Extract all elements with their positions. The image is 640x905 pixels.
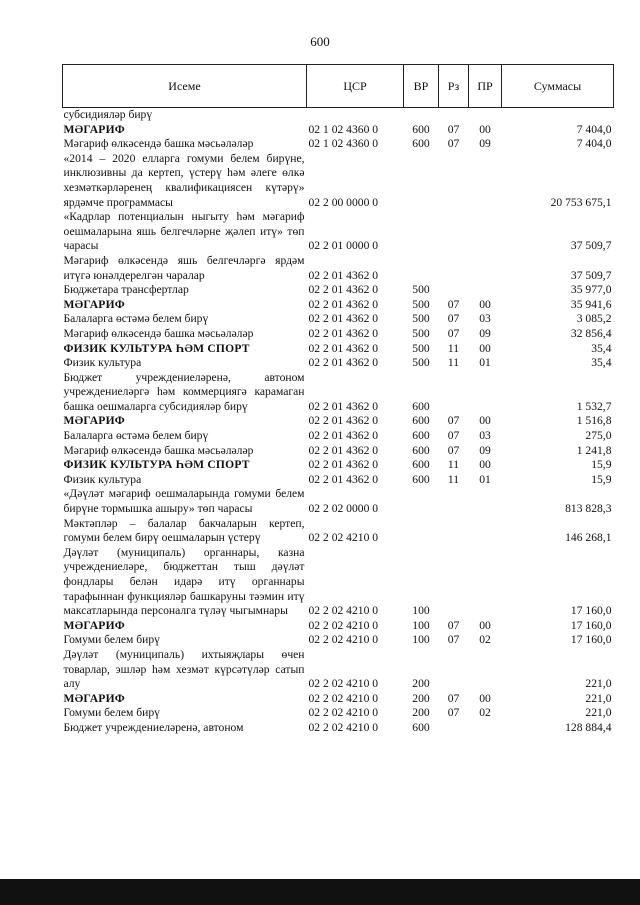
row-pr: 00 bbox=[479, 341, 491, 355]
row-csr: 02 2 02 4210 0 bbox=[308, 531, 379, 545]
row-amount: 32 856,4 bbox=[570, 326, 612, 340]
row-pr: 00 bbox=[479, 691, 491, 705]
row-vr bbox=[404, 152, 439, 210]
row-rz bbox=[439, 721, 469, 736]
row-pr: 09 bbox=[479, 137, 491, 151]
row-pr bbox=[469, 210, 502, 254]
row-name: Мәгариф өлкәсендә башка мәсьәләләр bbox=[63, 443, 254, 457]
row-csr: 02 2 00 0000 0 bbox=[308, 195, 379, 209]
row-name: Бюджет учреждениеләренә, автоном bbox=[63, 720, 244, 734]
row-csr bbox=[307, 108, 404, 123]
table-row bbox=[63, 210, 614, 254]
table-row bbox=[63, 342, 614, 357]
row-name: субсидияләр бирү bbox=[63, 108, 153, 121]
row-amount: 221,0 bbox=[585, 691, 612, 705]
row-vr: 500 bbox=[412, 312, 430, 326]
row-amount: 35,4 bbox=[591, 356, 612, 370]
row-rz bbox=[439, 152, 469, 210]
row-name: «Дәүләт мәгариф оешмаларында гомуми белем бирүне тормышка ашыру» төп чарасы bbox=[63, 487, 305, 516]
header-vr: ВР bbox=[404, 65, 439, 108]
row-csr: 02 2 01 4362 0 bbox=[308, 443, 379, 457]
row-amount: 7 404,0 bbox=[576, 137, 612, 151]
row-vr: 600 bbox=[412, 458, 430, 472]
row-vr: 600 bbox=[412, 399, 430, 413]
row-csr: 02 2 02 4210 0 bbox=[308, 604, 379, 618]
table-row bbox=[63, 487, 614, 516]
table-row bbox=[63, 123, 614, 138]
row-csr: 02 2 01 4362 0 bbox=[308, 297, 379, 311]
row-rz: 11 bbox=[447, 341, 460, 355]
row-csr: 02 2 01 4362 0 bbox=[308, 458, 379, 472]
table-row bbox=[63, 137, 614, 152]
row-csr: 02 2 01 4362 0 bbox=[308, 356, 379, 370]
table-row bbox=[63, 546, 614, 619]
row-amount: 128 884,4 bbox=[565, 720, 612, 734]
row-name: Дәүләт (муниципаль) ихтыяҗлары өчен товарлар, эшләр һәм хезмәт күрсәтүләр сатып алу bbox=[63, 647, 305, 691]
row-csr: 02 2 01 4362 0 bbox=[308, 326, 379, 340]
row-amount: 37 509,7 bbox=[570, 239, 612, 253]
row-csr: 02 2 01 4362 0 bbox=[308, 399, 379, 413]
table-row bbox=[63, 371, 614, 415]
table-row bbox=[63, 327, 614, 342]
row-vr: 500 bbox=[412, 341, 430, 355]
row-csr: 02 2 02 0000 0 bbox=[308, 502, 379, 516]
row-vr: 500 bbox=[412, 283, 430, 297]
row-csr: 02 2 01 4362 0 bbox=[308, 341, 379, 355]
row-rz bbox=[439, 283, 469, 298]
table-row bbox=[63, 458, 614, 473]
row-csr: 02 2 01 4362 0 bbox=[308, 312, 379, 326]
row-rz bbox=[439, 254, 469, 283]
row-name: МӘГАРИФ bbox=[63, 414, 125, 428]
row-name: Балаларга өстәмә белем бирү bbox=[63, 312, 209, 326]
table-row bbox=[63, 444, 614, 459]
row-vr: 600 bbox=[412, 429, 430, 443]
row-csr: 02 2 02 4210 0 bbox=[308, 633, 379, 647]
table-row bbox=[63, 356, 614, 371]
table-row bbox=[63, 283, 614, 298]
row-csr: 02 2 01 4362 0 bbox=[308, 268, 379, 282]
table-row bbox=[63, 152, 614, 210]
header-csr: ЦСР bbox=[307, 65, 404, 108]
row-name: «2014 – 2020 елларга гомуми белем бирүне, инклюзивны да кертеп, үстерү һәм әлеге өлкә хезмәткәрләренең квалификациясен күтәрү» ярдәмче программасы bbox=[63, 151, 305, 209]
row-rz: 11 bbox=[447, 472, 460, 486]
row-name: Бюджет учреждениеләренә, автоном учреждениеләргә һәм коммерциягә карамаган башка оешмаларга субсидияләр бирү bbox=[63, 370, 305, 413]
row-name: Бюджетара трансфертлар bbox=[63, 283, 189, 297]
row-vr: 600 bbox=[412, 472, 430, 486]
row-vr: 200 bbox=[412, 691, 430, 705]
row-vr: 600 bbox=[412, 137, 430, 151]
row-rz: 07 bbox=[447, 137, 460, 151]
row-pr: 00 bbox=[479, 297, 491, 311]
row-vr bbox=[404, 517, 439, 546]
table-row bbox=[63, 648, 614, 692]
row-vr: 200 bbox=[412, 677, 430, 691]
row-vr: 500 bbox=[412, 356, 430, 370]
row-pr: 09 bbox=[479, 443, 491, 457]
row-amount: 35 941,6 bbox=[570, 297, 612, 311]
row-amount: 275,0 bbox=[585, 429, 612, 443]
table-row bbox=[63, 721, 614, 736]
row-rz bbox=[439, 546, 469, 619]
row-vr: 100 bbox=[412, 618, 430, 632]
row-amount: 1 516,8 bbox=[576, 414, 612, 428]
table-row bbox=[63, 473, 614, 488]
row-amount: 17 160,0 bbox=[570, 618, 612, 632]
header-amount: Суммасы bbox=[502, 65, 614, 108]
row-csr: 02 2 02 4210 0 bbox=[308, 618, 379, 632]
row-csr: 02 2 02 4210 0 bbox=[308, 706, 379, 720]
row-rz bbox=[439, 210, 469, 254]
row-name: Физик культура bbox=[63, 472, 142, 486]
row-vr bbox=[404, 254, 439, 283]
row-vr: 500 bbox=[412, 326, 430, 340]
row-rz: 07 bbox=[447, 414, 460, 428]
row-pr: 00 bbox=[479, 458, 491, 472]
row-amount: 1 241,8 bbox=[576, 443, 612, 457]
row-pr: 00 bbox=[479, 122, 491, 136]
table-row bbox=[63, 298, 614, 313]
table-row bbox=[63, 619, 614, 634]
row-csr: 02 2 01 4362 0 bbox=[308, 429, 379, 443]
row-csr: 02 2 01 4362 0 bbox=[308, 283, 379, 297]
row-vr: 200 bbox=[412, 706, 430, 720]
row-name: Гомуми белем бирү bbox=[63, 633, 160, 647]
row-name: МӘГАРИФ bbox=[63, 691, 125, 705]
row-csr: 02 2 01 0000 0 bbox=[308, 239, 379, 253]
row-csr: 02 2 01 4362 0 bbox=[308, 472, 379, 486]
row-pr bbox=[469, 517, 502, 546]
row-pr bbox=[469, 721, 502, 736]
row-name: МӘГАРИФ bbox=[63, 618, 125, 632]
row-amount: 35 977,0 bbox=[570, 283, 612, 297]
row-amount: 221,0 bbox=[585, 677, 612, 691]
row-amount: 35,4 bbox=[591, 341, 612, 355]
row-pr bbox=[469, 371, 502, 415]
table-header bbox=[63, 65, 614, 108]
row-amount: 3 085,2 bbox=[576, 312, 612, 326]
row-amount: 1 532,7 bbox=[576, 399, 612, 413]
row-amount: 15,9 bbox=[591, 472, 612, 486]
row-pr bbox=[469, 254, 502, 283]
row-name: ФИЗИК КУЛЬТУРА ҺӘМ СПОРТ bbox=[63, 458, 250, 472]
row-name: Мәгариф өлкәсендә башка мәсьәләләр bbox=[63, 137, 254, 151]
row-name: МӘГАРИФ bbox=[63, 122, 125, 136]
row-pr: 01 bbox=[479, 356, 491, 370]
row-name: «Кадрлар потенциалын ныгыту һәм мәгариф оешмаларына яшь белгечләрне җәлеп итү» төп чарасы bbox=[63, 210, 305, 253]
row-csr: 02 2 02 4210 0 bbox=[308, 677, 379, 691]
row-csr: 02 2 02 4210 0 bbox=[308, 691, 379, 705]
row-rz bbox=[439, 648, 469, 692]
row-rz: 07 bbox=[447, 618, 460, 632]
table-row bbox=[63, 429, 614, 444]
row-rz bbox=[439, 487, 469, 516]
table-row bbox=[63, 254, 614, 283]
table-row bbox=[63, 633, 614, 648]
row-amount: 17 160,0 bbox=[570, 633, 612, 647]
row-amount: 813 828,3 bbox=[565, 502, 612, 516]
row-rz: 07 bbox=[447, 297, 460, 311]
row-pr: 03 bbox=[479, 429, 491, 443]
row-rz: 11 bbox=[447, 356, 460, 370]
row-name: Балаларга өстәмә белем бирү bbox=[63, 429, 209, 443]
table-row bbox=[63, 517, 614, 546]
row-amount bbox=[502, 108, 614, 123]
row-rz: 07 bbox=[447, 633, 460, 647]
row-vr bbox=[404, 108, 439, 123]
row-pr bbox=[469, 152, 502, 210]
row-rz bbox=[439, 108, 469, 123]
row-amount: 20 753 675,1 bbox=[550, 195, 612, 209]
row-vr: 100 bbox=[412, 604, 430, 618]
row-name: Мәктәпләр – балалар бакчаларын кертеп, гомуми белем бирү оешмаларын үстерү bbox=[63, 516, 305, 545]
row-name: Дәүләт (муниципаль) органнары, казна учреждениеләре, бюджеттан тыш дәүләт фондлары белән идарә итү органнары тарафыннан функцияләр башкаруны тәэмин итү максатларында персоналга түләү чыгымнары bbox=[63, 545, 305, 618]
scan-border bbox=[0, 879, 640, 905]
row-vr: 600 bbox=[412, 122, 430, 136]
row-amount: 15,9 bbox=[591, 458, 612, 472]
header-name: Исеме bbox=[63, 65, 307, 108]
row-rz bbox=[439, 517, 469, 546]
table-body bbox=[63, 108, 614, 736]
row-name: Физик культура bbox=[63, 356, 142, 370]
row-name: ФИЗИК КУЛЬТУРА ҺӘМ СПОРТ bbox=[63, 341, 250, 355]
row-pr bbox=[469, 648, 502, 692]
row-csr: 02 2 01 4362 0 bbox=[308, 414, 379, 428]
row-pr bbox=[469, 283, 502, 298]
row-amount: 7 404,0 bbox=[576, 122, 612, 136]
row-amount: 17 160,0 bbox=[570, 604, 612, 618]
row-name: МӘГАРИФ bbox=[63, 297, 125, 311]
row-csr: 02 1 02 4360 0 bbox=[308, 137, 379, 151]
row-pr: 00 bbox=[479, 618, 491, 632]
row-rz: 07 bbox=[447, 312, 460, 326]
row-pr: 01 bbox=[479, 472, 491, 486]
row-vr: 600 bbox=[412, 443, 430, 457]
row-rz: 07 bbox=[447, 429, 460, 443]
row-vr bbox=[404, 487, 439, 516]
row-csr: 02 1 02 4360 0 bbox=[308, 122, 379, 136]
row-amount: 221,0 bbox=[585, 706, 612, 720]
row-amount: 146 268,1 bbox=[565, 531, 612, 545]
header-rz: Рз bbox=[439, 65, 469, 108]
row-rz: 07 bbox=[447, 326, 460, 340]
table-row bbox=[63, 706, 614, 721]
row-vr: 600 bbox=[412, 414, 430, 428]
row-rz: 07 bbox=[447, 443, 460, 457]
table-row bbox=[63, 692, 614, 707]
row-amount: 37 509,7 bbox=[570, 268, 612, 282]
row-rz: 07 bbox=[447, 691, 460, 705]
row-rz: 11 bbox=[447, 458, 460, 472]
row-name: Мәгариф өлкәсендә башка мәсьәләләр bbox=[63, 326, 254, 340]
row-vr: 100 bbox=[412, 633, 430, 647]
row-rz: 07 bbox=[447, 122, 460, 136]
row-vr: 600 bbox=[412, 720, 430, 734]
row-rz bbox=[439, 371, 469, 415]
header-pr: ПР bbox=[469, 65, 502, 108]
row-csr: 02 2 02 4210 0 bbox=[308, 720, 379, 734]
row-pr: 09 bbox=[479, 326, 491, 340]
row-vr: 500 bbox=[412, 297, 430, 311]
row-pr: 02 bbox=[479, 706, 491, 720]
row-pr: 03 bbox=[479, 312, 491, 326]
page-number: 600 bbox=[310, 34, 330, 49]
row-pr: 02 bbox=[479, 633, 491, 647]
budget-table bbox=[62, 64, 614, 736]
table-row bbox=[63, 108, 614, 123]
row-pr bbox=[469, 546, 502, 619]
row-rz: 07 bbox=[447, 706, 460, 720]
row-pr: 00 bbox=[479, 414, 491, 428]
row-pr bbox=[469, 108, 502, 123]
row-name: Гомуми белем бирү bbox=[63, 706, 160, 720]
table-row bbox=[63, 414, 614, 429]
row-pr bbox=[469, 487, 502, 516]
table-row bbox=[63, 312, 614, 327]
row-name: Мәгариф өлкәсендә яшь белгечләргә ярдәм итүгә юнәлдерелгән чаралар bbox=[63, 253, 305, 282]
row-vr bbox=[404, 210, 439, 254]
